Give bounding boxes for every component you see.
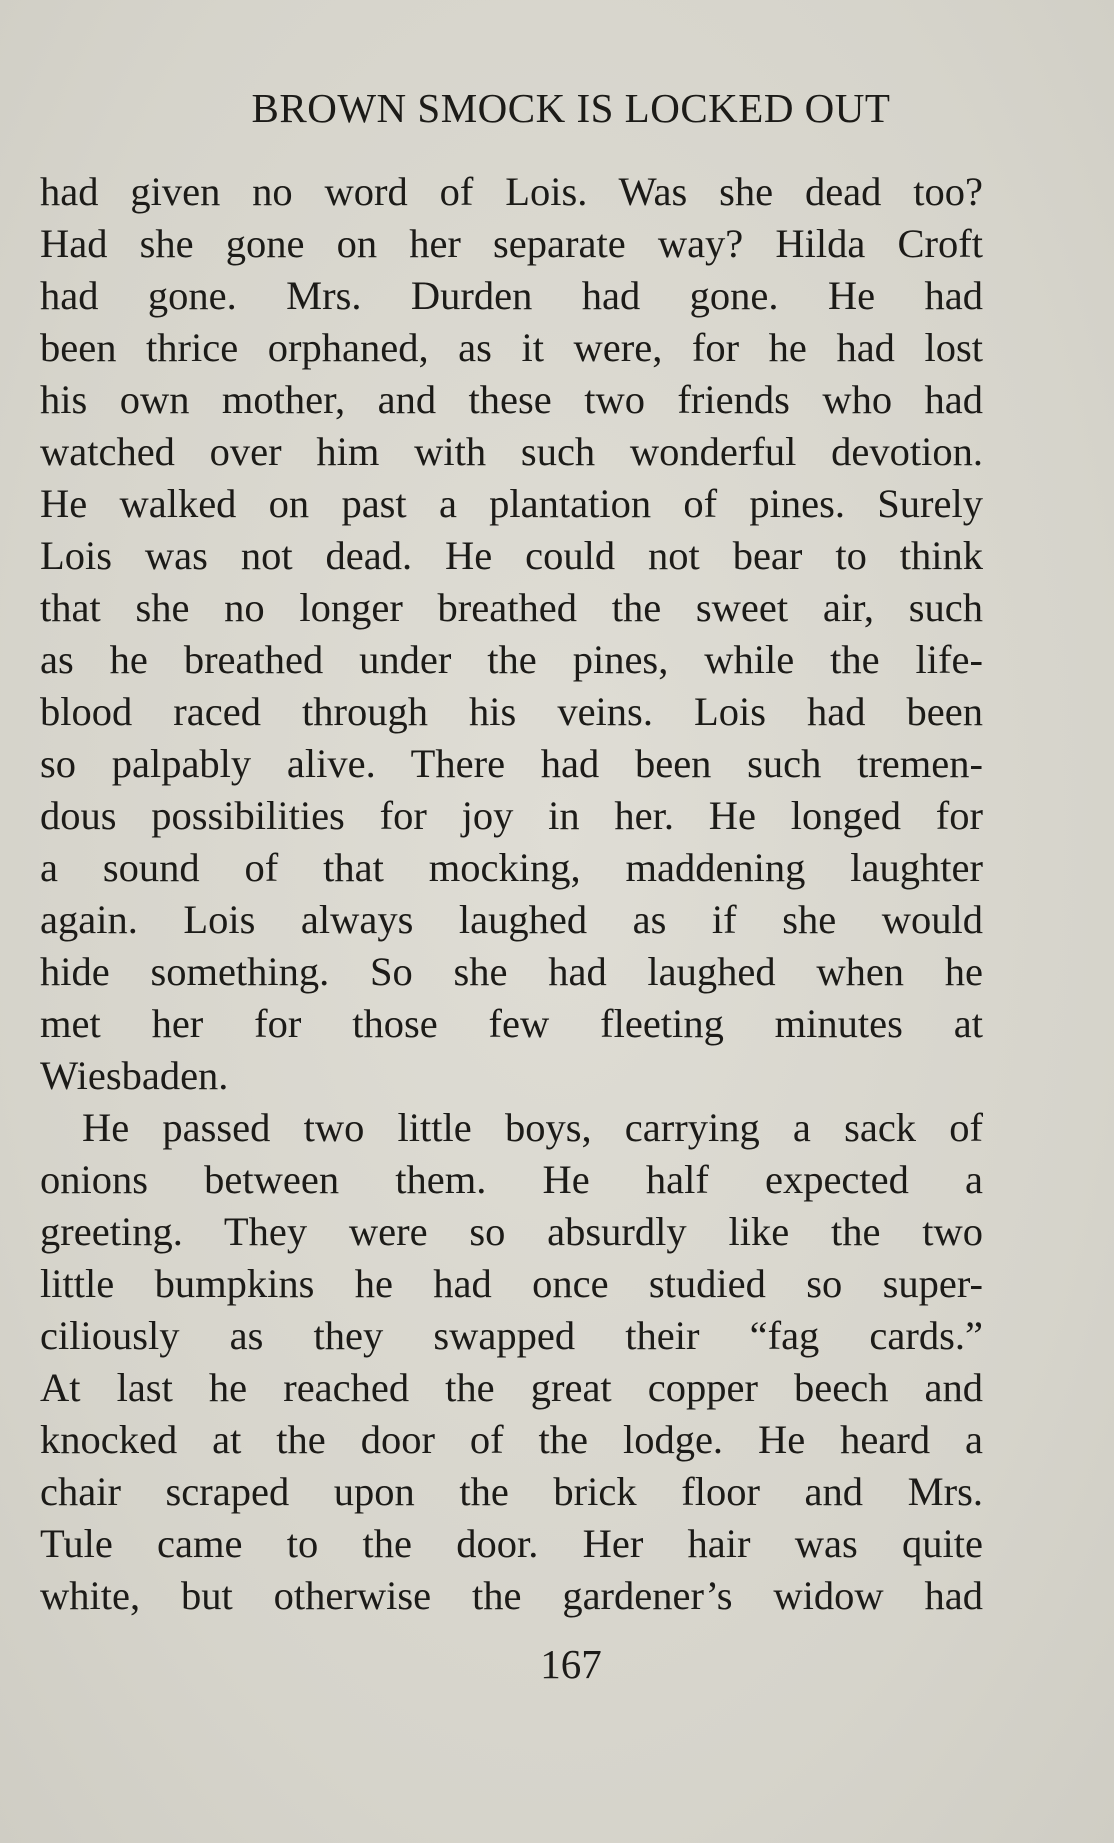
text-line: greeting. They were so absurdly like the two: [40, 1209, 983, 1254]
text-line: blood raced through his veins. Lois had been: [40, 689, 983, 734]
text-line: a sound of that mocking, maddening laughter: [40, 845, 983, 890]
text-line: again. Lois always laughed as if she would: [40, 897, 983, 942]
text-line: met her for those few fleeting minutes at: [40, 1001, 983, 1046]
text-line: been thrice orphaned, as it were, for he had lost: [40, 325, 983, 370]
text-line: his own mother, and these two friends who had: [40, 377, 983, 422]
text-line: hide something. So she had laughed when he: [40, 949, 983, 994]
text-line: Had she gone on her separate way? Hilda Croft: [40, 221, 983, 266]
text-line: ciliously as they swapped their “fag cards.”: [40, 1313, 983, 1358]
text-line: chair scraped upon the brick floor and Mrs.: [40, 1469, 983, 1514]
text-line: Wiesbaden.: [40, 1053, 229, 1098]
text-line: dous possibilities for joy in her. He longed for: [40, 793, 983, 838]
text-line: Tule came to the door. Her hair was quite: [40, 1521, 983, 1566]
text-line: onions between them. He half expected a: [40, 1157, 983, 1202]
text-line: little bumpkins he had once studied so super-: [40, 1261, 983, 1306]
text-line: Lois was not dead. He could not bear to think: [40, 533, 983, 578]
text-line: that she no longer breathed the sweet air, such: [40, 585, 983, 630]
text-line: white, but otherwise the gardener’s widow had: [40, 1573, 983, 1618]
running-head: BROWN SMOCK IS LOCKED OUT: [251, 85, 891, 131]
text-line: watched over him with such wonderful devotion.: [40, 429, 983, 474]
body-text: [40, 166, 983, 1622]
text-line: knocked at the door of the lodge. He heard a: [40, 1417, 983, 1462]
text-line: He passed two little boys, carrying a sack of: [82, 1105, 983, 1150]
text-line: so palpably alive. There had been such tremen-: [40, 741, 983, 786]
page-number: 167: [540, 1641, 602, 1687]
text-line: At last he reached the great copper beech and: [40, 1365, 983, 1410]
text-line: had gone. Mrs. Durden had gone. He had: [40, 273, 983, 318]
text-line: He walked on past a plantation of pines. Surely: [40, 481, 983, 526]
text-line: as he breathed under the pines, while the life-: [40, 637, 983, 682]
text-line: had given no word of Lois. Was she dead too?: [40, 169, 983, 214]
